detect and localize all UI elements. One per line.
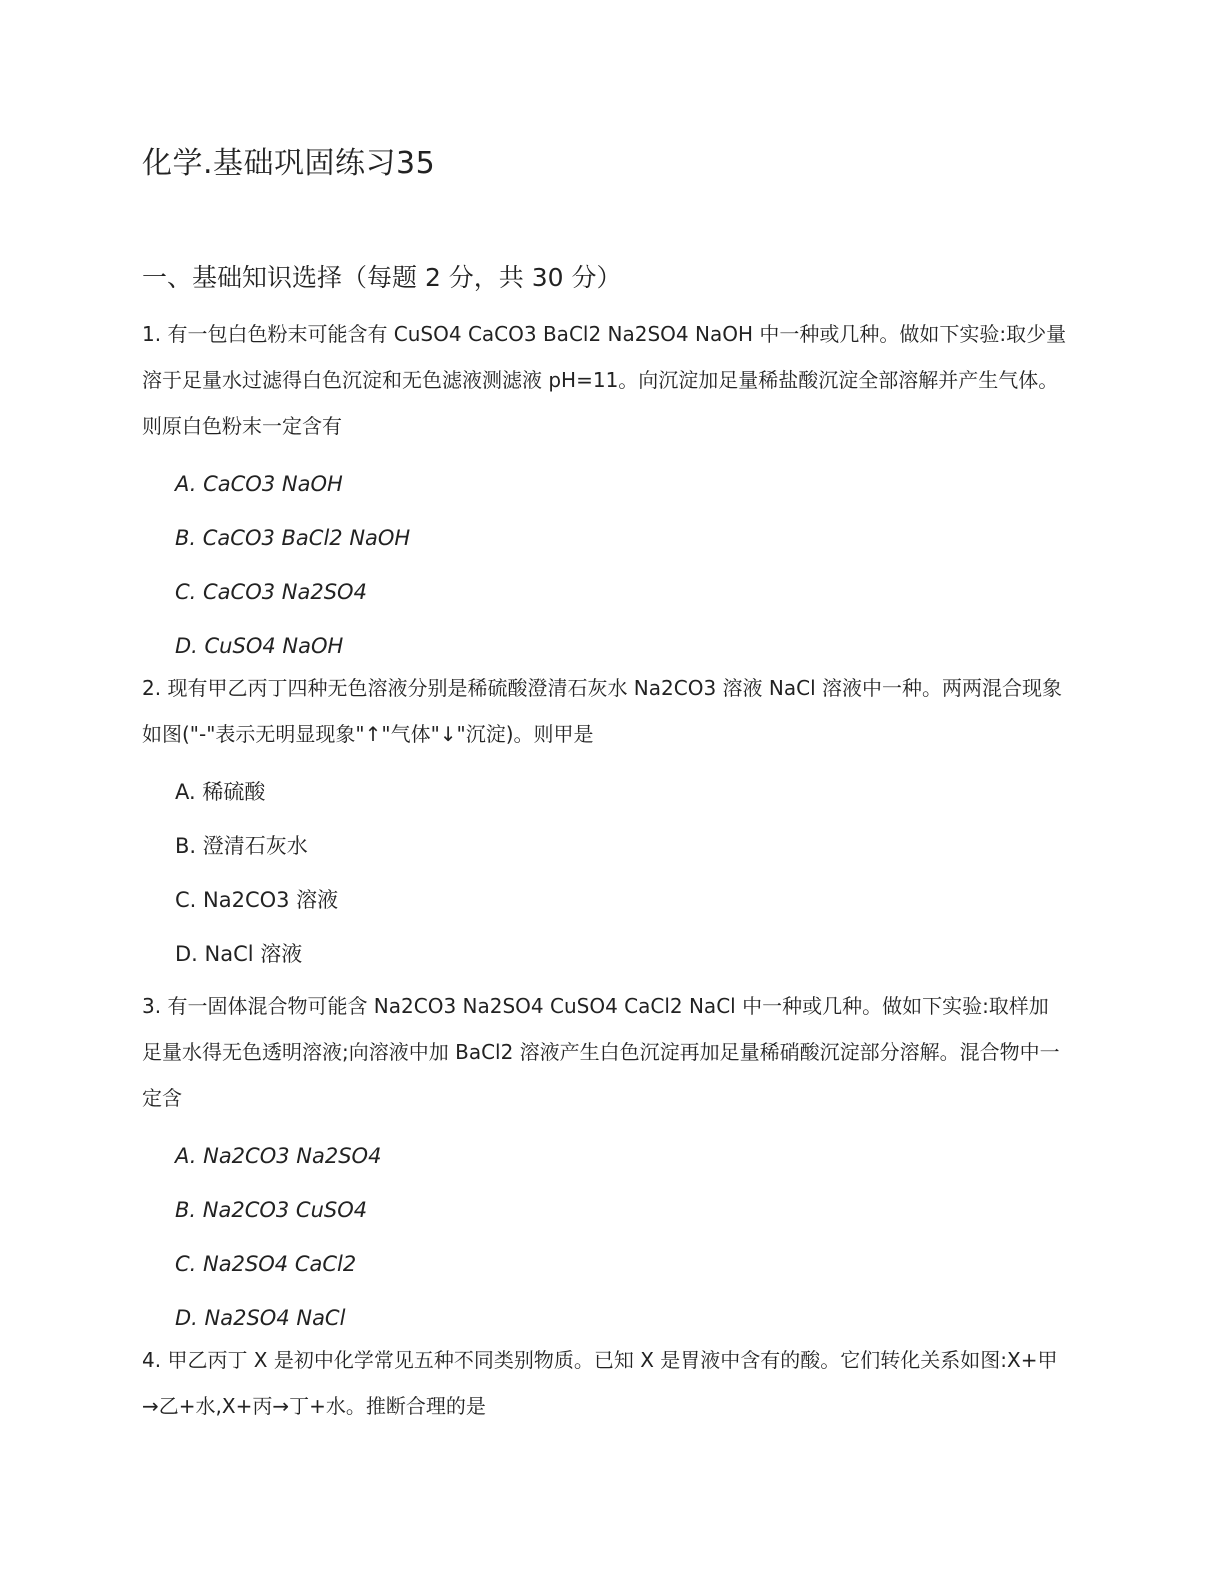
question-4 xyxy=(142,1337,1067,1429)
option-c: C. CaCO3 Na2SO4 xyxy=(175,580,367,604)
document-title: 化学.基础巩固练习35 xyxy=(142,146,436,181)
question-1 xyxy=(142,311,1067,673)
option-b: B. 澄清石灰水 xyxy=(175,834,308,858)
option-list xyxy=(142,1129,1067,1345)
question-stem: 1. 有一包白色粉末可能含有 CuSO4 CaCO3 BaCl2 Na2SO4 NaOH 中一种或几种。做如下实验:取少量溶于足量水过滤得白色沉淀和无色滤液测滤液 pH=11。向沉淀加足量稀盐酸沉淀全部溶解并产生气体。则原白色粉末一定含有 xyxy=(142,322,1067,438)
question-stem: 4. 甲乙丙丁 X 是初中化学常见五种不同类别物质。已知 X 是胃液中含有的酸。它们转化关系如图:X+甲→乙+水,X+丙→丁+水。推断合理的是 xyxy=(142,1348,1058,1418)
option-b: B. CaCO3 BaCl2 NaOH xyxy=(175,526,411,550)
option-list xyxy=(142,457,1067,673)
question-stem: 2. 现有甲乙丙丁四种无色溶液分别是稀硫酸澄清石灰水 Na2CO3 溶液 NaCl 溶液中一种。两两混合现象如图("-"表示无明显现象"↑"气体"↓"沉淀)。则甲是 xyxy=(142,676,1062,746)
option-b: B. Na2CO3 CuSO4 xyxy=(175,1198,368,1222)
question-3 xyxy=(142,983,1067,1345)
section-heading: 一、基础知识选择（每题 2 分，共 30 分） xyxy=(142,263,622,292)
option-a: A. CaCO3 NaOH xyxy=(175,472,343,496)
option-a: A. 稀硫酸 xyxy=(175,780,266,804)
option-d: D. Na2SO4 NaCl xyxy=(175,1306,346,1330)
option-a: A. Na2CO3 Na2SO4 xyxy=(175,1144,382,1168)
option-c: C. Na2CO3 溶液 xyxy=(175,888,339,912)
option-d: D. CuSO4 NaOH xyxy=(175,634,344,658)
option-d: D. NaCl 溶液 xyxy=(175,942,303,966)
question-2 xyxy=(142,665,1067,981)
option-list xyxy=(142,765,1067,981)
option-c: C. Na2SO4 CaCl2 xyxy=(175,1252,357,1276)
question-stem: 3. 有一固体混合物可能含 Na2CO3 Na2SO4 CuSO4 CaCl2 NaCl 中一种或几种。做如下实验:取样加足量水得无色透明溶液;向溶液中加 BaCl2 溶液产生白色沉淀再加足量稀硝酸沉淀部分溶解。混合物中一定含 xyxy=(142,994,1060,1110)
